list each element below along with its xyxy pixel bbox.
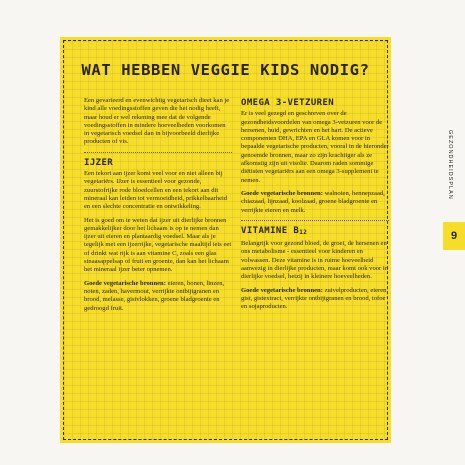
page-title: WAT HEBBEN VEGGIE KIDS NODIG?	[81, 61, 370, 79]
iron-sources-label: Goede vegetarische bronnen:	[84, 279, 166, 287]
b12-paragraph: Belangrijk voor gezond bloed, de groei, de hersenen en ons metabolisme - essentieel voor kinderen en volwassen. Deze vitamine is in ruime hoeveelheid aanwezig in dierlijke producten, maar komt ook voor in dierlijke voedsel, hetzij in kleinere hoeveelheden.	[241, 240, 389, 281]
divider	[241, 220, 389, 221]
iron-sources	[84, 280, 232, 313]
intro-paragraph: Een gevarieerd en evenwichtig vegetarisch dieet kan je kind alle voedingsstoffen geven die het nodig heeft, maar houd er wel rekening mee dat de volgende voedingsstoffen in mindere hoeveelheden voorkomen in vegetarisch voedsel dan in bijvoorbeeld dierlijke producten of vis.	[84, 97, 230, 146]
info-panel	[63, 40, 388, 440]
omega-heading: OMEGA 3-VETZUREN	[241, 98, 335, 108]
page-number: 9	[443, 222, 465, 250]
iron-heading: IJZER	[84, 157, 114, 168]
left-column	[84, 97, 232, 318]
side-section-label: GEZONDHEIDSPLAN	[447, 130, 453, 200]
b12-heading	[241, 227, 389, 237]
b12-heading-text: VITAMINE B	[241, 225, 300, 236]
omega-sources-text: walnoten, hennepzaad, chiazaad, lijnzaad, koolzaad, groene bladgroente en verrijkte eieren en melk.	[241, 189, 385, 214]
b12-sources-label: Goede vegetarische bronnen:	[241, 286, 323, 294]
b12-sources	[241, 287, 389, 312]
iron-paragraph-2: Het is goed om te weten dat ijzer uit dierlijke bronnen gemakkelijker door het lichaam is op te nemen dan ijzer uit eieren en plantaardig voedsel. Maar als je tegelijk met een ijzerrijke, vegetarische maaltijd iets eet of drinkt wat rijk is aan vitamine C, zoals een glas sinaasappelsap of fruit en groente, dan kan het lichaam het mineraal ijzer beter opnemen.	[84, 216, 232, 274]
b12-sources-text: zuivelproducten, eieren, gist, gistextract, verrijkte ontbijtgranen en brood, tofoe en sojaproducten.	[241, 286, 389, 311]
iron-sources-text: eieren, bonen, linzen, noten, zaden, havermout, verrijkte ontbijtgranen en brood, melasse, gistvlokken, groene bladgroente en gedroogd fruit.	[84, 279, 225, 312]
omega-sources-label: Goede vegetarische bronnen:	[241, 189, 323, 197]
omega-sources	[241, 190, 389, 215]
right-column	[241, 97, 389, 317]
iron-paragraph-1: Een tekort aan ijzer komt veel voor en niet alleen bij vegetariërs. IJzer is essentieel voor gezonde, zuurstofrijke rode bloedcellen en een tekort aan dit mineraal kan leiden tot vermoeidheid, prikkelbaarheid en een slechte concentratie en ontwikkeling.	[84, 170, 228, 211]
omega-paragraph: Er is veel gezegd en geschreven over de gezondheidsvoordelen van omega 3-vetzuren voor de hersenen, huid, gewrichten en het hart. De actieve componenten DHA, EPA en GLA komen voor in bepaalde vegetarische producten, vooral in de hieronder genoemde bronnen, maar zo zijn krachtiger als ze afkomstig zijn uit visolie. Daarom raden sommige diëtisten vegetariërs aan een omega 3-supplement te nemen.	[241, 110, 389, 184]
divider	[84, 152, 232, 153]
b12-subscript: 12	[299, 228, 308, 236]
